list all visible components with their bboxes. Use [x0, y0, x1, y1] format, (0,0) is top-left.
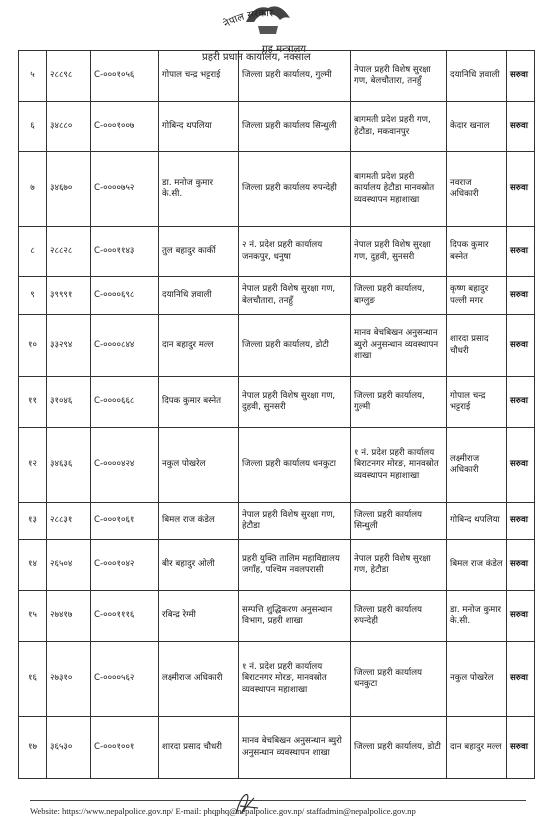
table-row — [19, 315, 535, 377]
new-office-text: १ नं. प्रदेश प्रहरी कार्यालय बिराटनगर मोरङ, मानवस्रोत व्यवस्थापन महाशाखा — [354, 447, 439, 481]
serial-number — [19, 102, 47, 152]
code-number-text: C-००००५६२ — [94, 673, 135, 684]
employee-name-text: शारदा प्रसाद चौधरी — [162, 741, 223, 752]
code-number-text: C-०००११४३ — [94, 245, 135, 256]
employee-id — [47, 717, 91, 779]
employee-id-text: ३१०४६ — [50, 396, 73, 407]
employee-id-text: २८८९८ — [50, 70, 73, 81]
current-office-text: नेपाल प्रहरी विशेष सुरक्षा गण, हेटौडा — [242, 509, 336, 531]
swap-employee — [447, 591, 507, 642]
serial-number-text: ५ — [30, 70, 35, 81]
employee-id-text: २६५०४ — [50, 559, 73, 570]
employee-name — [159, 315, 239, 377]
transfer-type — [507, 102, 535, 152]
swap-employee-text: गोबिन्द थपलिया — [450, 515, 500, 526]
serial-number-text: १४ — [28, 559, 37, 570]
new-office-text: जिल्ला प्रहरी कार्यालय सिन्धुली — [354, 509, 423, 531]
current-office-text: जिल्ला प्रहरी कार्यालय सिन्धुली — [242, 120, 337, 131]
employee-name — [159, 642, 239, 717]
swap-employee — [447, 227, 507, 277]
swap-employee — [447, 717, 507, 779]
new-office-text: जिल्ला प्रहरी कार्यालय रुपन्देही — [354, 604, 423, 626]
serial-number-text: १७ — [28, 741, 37, 752]
code-number-text: C-०००१००७ — [94, 120, 135, 131]
employee-name-text: गोपाल चन्द्र भट्टराई — [162, 70, 221, 81]
serial-number — [19, 717, 47, 779]
transfer-type-text: सरुवा — [510, 70, 528, 81]
employee-id-text: २८८२८ — [50, 245, 73, 256]
transfer-type-text: सरुवा — [510, 339, 528, 350]
table-row — [19, 428, 535, 503]
swap-employee — [447, 277, 507, 315]
serial-number-text: ११ — [28, 396, 37, 407]
transfer-type-text: सरुवा — [510, 120, 528, 131]
table-row — [19, 102, 535, 152]
new-office — [351, 377, 447, 428]
table-row — [19, 717, 535, 779]
code-number-text: C-०००१०४२ — [94, 559, 135, 570]
code-number-text: C-००००६९८ — [94, 289, 135, 300]
swap-employee-text: गोपाल चन्द्र भट्टराई — [450, 390, 486, 412]
swap-employee-text: दयानिधि ज्ञवाली — [450, 70, 500, 81]
new-office — [351, 315, 447, 377]
employee-name-text: दिपक कुमार बस्नेत — [162, 396, 222, 407]
swap-employee-text: नवराज अधिकारी — [450, 177, 479, 199]
serial-number-text: १२ — [28, 459, 37, 470]
employee-id — [47, 152, 91, 227]
employee-name — [159, 503, 239, 540]
current-office-text: जिल्ला प्रहरी कार्यालय, गुल्मी — [242, 70, 332, 81]
employee-name-text: नकुल पोखरेल — [162, 459, 206, 470]
serial-number-text: १६ — [28, 673, 37, 684]
transfer-type — [507, 540, 535, 591]
seal-ministry: गृह मन्त्रालय — [262, 44, 307, 55]
employee-id-text: २८८३१ — [50, 515, 73, 526]
new-office-text: बागमती प्रदेश प्रहरी गण, हेटौडा, मकवानपुर — [354, 115, 431, 137]
new-office — [351, 102, 447, 152]
employee-name-text: दयानिधि ज्ञवाली — [162, 289, 212, 300]
code-number-text: C-००००४२४ — [94, 459, 135, 470]
new-office — [351, 540, 447, 591]
new-office — [351, 591, 447, 642]
current-office-text: नेपाल प्रहरी विशेष सुरक्षा गण, दुहवी, सुनसरी — [242, 390, 336, 412]
serial-number-text: १० — [28, 339, 37, 350]
employee-id-text: ३४६३६ — [50, 459, 73, 470]
transfer-type-text: सरुवा — [510, 245, 528, 256]
table-row — [19, 152, 535, 227]
serial-number — [19, 51, 47, 102]
table-row — [19, 642, 535, 717]
current-office-text: जिल्ला प्रहरी कार्यालय, डोटी — [242, 339, 329, 350]
employee-name — [159, 428, 239, 503]
new-office-text: जिल्ला प्रहरी कार्यालय, डोटी — [354, 741, 441, 752]
employee-name — [159, 102, 239, 152]
current-office-text: सम्पत्ति शुद्धिकरण अनुसन्धान विभाग, प्रहरी शाखा — [242, 604, 333, 626]
new-office-text: जिल्ला प्रहरी कार्यालय, गुल्मी — [354, 390, 425, 412]
table-row — [19, 540, 535, 591]
transfer-type — [507, 503, 535, 540]
employee-name-text: तुल बहादुर कार्की — [162, 245, 216, 256]
current-office — [239, 377, 351, 428]
transfer-type — [507, 377, 535, 428]
footer-contact: Website: https://www.nepalpolice.gov.np/ E-mail: phqphq@nepalpolice.gov.np/ staffadmin@nepalpolice.gov.np — [30, 806, 416, 816]
serial-number — [19, 377, 47, 428]
transfer-type-text: सरुवा — [510, 459, 528, 470]
current-office — [239, 315, 351, 377]
swap-employee-text: दिपक कुमार बस्नेत — [450, 240, 489, 262]
serial-number-text: ६ — [30, 120, 35, 131]
employee-id — [47, 540, 91, 591]
employee-name — [159, 540, 239, 591]
transfer-table — [18, 50, 535, 779]
transfer-type-text: सरुवा — [510, 673, 528, 684]
serial-number-text: ९ — [30, 289, 35, 300]
employee-name-text: दान बहादुर मल्ल — [162, 339, 214, 350]
new-office-text: नेपाल प्रहरी विशेष सुरक्षा गण, हेटौडा — [354, 553, 431, 575]
serial-number — [19, 277, 47, 315]
table-row — [19, 591, 535, 642]
serial-number — [19, 591, 47, 642]
employee-name-text: गोबिन्द थपलिया — [162, 120, 212, 131]
swap-employee — [447, 503, 507, 540]
employee-id — [47, 503, 91, 540]
employee-name-text: लक्ष्मीराज अधिकारी — [162, 673, 223, 684]
employee-id-text: ३४६७० — [50, 183, 73, 194]
transfer-type — [507, 428, 535, 503]
transfer-type — [507, 152, 535, 227]
employee-name — [159, 717, 239, 779]
serial-number — [19, 227, 47, 277]
employee-id — [47, 227, 91, 277]
serial-number-text: १३ — [28, 515, 37, 526]
serial-number — [19, 152, 47, 227]
table-row — [19, 227, 535, 277]
current-office-text: २ नं. प्रदेश प्रहरी कार्यालय जनकपुर, धनुषा — [242, 240, 323, 262]
swap-employee — [447, 428, 507, 503]
transfer-type-text: सरुवा — [510, 515, 528, 526]
transfer-type-text: सरुवा — [510, 741, 528, 752]
transfer-type-text: सरुवा — [510, 559, 528, 570]
code-number — [91, 152, 159, 227]
serial-number — [19, 428, 47, 503]
new-office — [351, 152, 447, 227]
current-office-text: प्रहरी युक्ति तालिम महाविद्यालय जगाँह, पश्चिम नवलपरासी — [242, 553, 340, 575]
serial-number-text: ७ — [30, 183, 35, 194]
code-number-text: C-००००६६८ — [94, 396, 135, 407]
transfer-type — [507, 591, 535, 642]
current-office — [239, 102, 351, 152]
swap-employee-text: कृष्ण बहादुर पल्ली मगर — [450, 284, 489, 306]
code-number-text: C-०००१०५६ — [94, 70, 135, 81]
serial-number-text: ८ — [30, 245, 35, 256]
swap-employee-text: दान बहादुर मल्ल — [450, 741, 502, 752]
code-number — [91, 102, 159, 152]
employee-id — [47, 51, 91, 102]
swap-employee — [447, 51, 507, 102]
new-office-text: नेपाल प्रहरी विशेष सुरक्षा गण, दुहवी, सुनसरी — [354, 240, 431, 262]
employee-id-text: ३३२९४ — [50, 339, 73, 350]
employee-name — [159, 51, 239, 102]
current-office — [239, 152, 351, 227]
employee-id-text: ३६५३० — [50, 741, 73, 752]
swap-employee — [447, 642, 507, 717]
employee-name — [159, 152, 239, 227]
current-office — [239, 540, 351, 591]
employee-name-text: डा. मनोज कुमार के.सी. — [162, 177, 214, 199]
employee-id-text: २७३१० — [50, 673, 73, 684]
code-number-text: C-००००८४४ — [94, 339, 135, 350]
code-number-text: C-०००१०६१ — [94, 515, 135, 526]
employee-id-text: ३४८८० — [50, 120, 73, 131]
transfer-type-text: सरुवा — [510, 396, 528, 407]
code-number-text: C-०००१००१ — [94, 741, 135, 752]
code-number — [91, 540, 159, 591]
footer-divider — [30, 800, 526, 801]
swap-employee-text: नकुल पोखरेल — [450, 673, 494, 684]
swap-employee-text: केदार खनाल — [450, 120, 490, 131]
current-office — [239, 51, 351, 102]
current-office — [239, 503, 351, 540]
new-office — [351, 642, 447, 717]
transfer-type-text: सरुवा — [510, 610, 528, 621]
transfer-type — [507, 51, 535, 102]
swap-employee — [447, 377, 507, 428]
employee-id — [47, 377, 91, 428]
current-office — [239, 428, 351, 503]
swap-employee — [447, 315, 507, 377]
employee-name — [159, 591, 239, 642]
current-office-text: जिल्ला प्रहरी कार्यालय धनकुटा — [242, 459, 336, 470]
code-number — [91, 277, 159, 315]
employee-id — [47, 277, 91, 315]
swap-employee — [447, 152, 507, 227]
code-number — [91, 642, 159, 717]
employee-id-text: ३९९९१ — [50, 289, 73, 300]
swap-employee-text: डा. मनोज कुमार के.सी. — [450, 604, 502, 626]
table-row — [19, 377, 535, 428]
new-office — [351, 428, 447, 503]
employee-name — [159, 277, 239, 315]
code-number-text: C-०००१११६ — [94, 610, 135, 621]
transfer-type — [507, 642, 535, 717]
swap-employee-text: लक्ष्मीराज अधिकारी — [450, 453, 480, 475]
transfer-type-text: सरुवा — [510, 183, 528, 194]
serial-number — [19, 540, 47, 591]
new-office — [351, 51, 447, 102]
new-office-text: मानव बेचबिखन अनुसन्धान ब्युरो अनुसन्धान व्यवस्थापन शाखा — [354, 328, 439, 362]
new-office-text: नेपाल प्रहरी विशेष सुरक्षा गण, बेलचौतारा, तनहुँ — [354, 64, 431, 86]
new-office — [351, 503, 447, 540]
current-office — [239, 277, 351, 315]
employee-id — [47, 315, 91, 377]
swap-employee — [447, 540, 507, 591]
employee-name-text: बीर बहादुर ओली — [162, 559, 215, 570]
current-office — [239, 642, 351, 717]
current-office-text: मानव बेचबिखन अनुसन्धान ब्युरो अनुसन्धान व्यवस्थापन शाखा — [242, 736, 342, 758]
employee-id-text: २७४१७ — [50, 610, 73, 621]
new-office-text: जिल्ला प्रहरी कार्यालय धनकुटा — [354, 667, 423, 689]
code-number — [91, 428, 159, 503]
table-row — [19, 503, 535, 540]
transfer-type — [507, 227, 535, 277]
serial-number — [19, 315, 47, 377]
current-office — [239, 591, 351, 642]
employee-name — [159, 377, 239, 428]
swap-employee-text: बिमल राज कंडेल — [450, 559, 503, 570]
transfer-type — [507, 277, 535, 315]
current-office — [239, 717, 351, 779]
new-office-text: बागमती प्रदेश प्रहरी कार्यालय हेटौडा मानवस्रोत व्यवस्थापन महाशाखा — [354, 171, 435, 205]
seal-office: प्रहरी प्रधान कार्यालय, नक्साल — [202, 52, 311, 62]
table-row — [19, 51, 535, 102]
employee-id — [47, 102, 91, 152]
code-number — [91, 591, 159, 642]
employee-id — [47, 642, 91, 717]
employee-id — [47, 428, 91, 503]
employee-name-text: रबिन्द्र रेग्मी — [162, 610, 196, 621]
serial-number — [19, 642, 47, 717]
new-office — [351, 717, 447, 779]
transfer-type — [507, 315, 535, 377]
code-number — [91, 227, 159, 277]
employee-name — [159, 227, 239, 277]
code-number — [91, 315, 159, 377]
new-office — [351, 227, 447, 277]
serial-number — [19, 503, 47, 540]
serial-number-text: १५ — [28, 610, 37, 621]
employee-id — [47, 591, 91, 642]
code-number — [91, 51, 159, 102]
swap-employee-text: शारदा प्रसाद चौधरी — [450, 334, 489, 356]
code-number — [91, 717, 159, 779]
transfer-type — [507, 717, 535, 779]
new-office — [351, 277, 447, 315]
swap-employee — [447, 102, 507, 152]
seal-title: नेपाल सरकार — [221, 8, 274, 31]
current-office-text: जिल्ला प्रहरी कार्यालय रुपन्देही — [242, 183, 337, 194]
code-number — [91, 503, 159, 540]
table-row — [19, 277, 535, 315]
code-number — [91, 377, 159, 428]
transfer-type-text: सरुवा — [510, 289, 528, 300]
current-office-text: नेपाल प्रहरी विशेष सुरक्षा गण, बेलचौतारा, तनहुँ — [242, 284, 336, 306]
employee-name-text: बिमल राज कंडेल — [162, 515, 215, 526]
code-number-text: C-००००७५२ — [94, 183, 135, 194]
new-office-text: जिल्ला प्रहरी कार्यालय, बाग्लुङ — [354, 284, 425, 306]
current-office-text: १ नं. प्रदेश प्रहरी कार्यालय बिराटनगर मोरङ, मानवस्रोत व्यवस्थापन महाशाखा — [242, 661, 327, 695]
current-office — [239, 227, 351, 277]
